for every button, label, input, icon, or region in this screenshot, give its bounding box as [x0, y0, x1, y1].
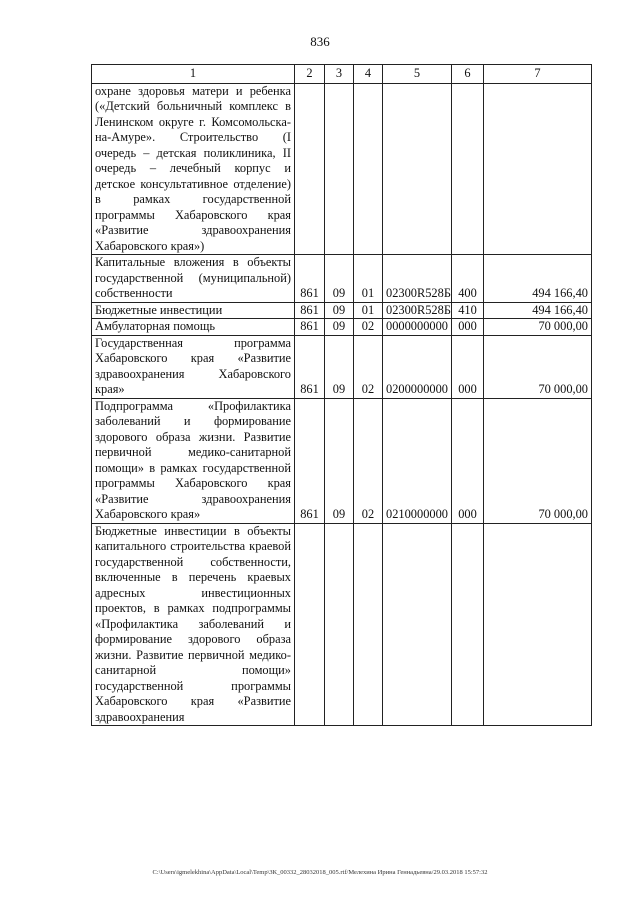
cell-amount: 494 166,40 — [484, 302, 592, 319]
row-name: Государственная программа Хабаровского края «Развитие здравоохранения Хабаровского края» — [92, 335, 295, 398]
cell-target-code: 02300R528Б — [383, 302, 452, 319]
cell-expense-type: 000 — [452, 319, 484, 336]
cell-target-code — [383, 83, 452, 255]
cell-amount — [484, 83, 592, 255]
cell-admin-code: 861 — [295, 335, 325, 398]
table-row — [92, 83, 592, 255]
column-header: 1 — [92, 65, 295, 84]
row-name: охране здоровья матери и ребенка («Детский больничный комплекс в Ленинском округе г. Комсомольска-на-Амуре». Строительство (I очередь – детская поликлиника, II очередь – лечебный корпус и детское консультативное отделение) в рамках государственной программы Хабаровского края «Развитие здравоохранения Хабаровского края») — [92, 83, 295, 255]
column-header: 7 — [484, 65, 592, 84]
cell-amount: 70 000,00 — [484, 319, 592, 336]
cell-section: 09 — [325, 319, 354, 336]
row-name: Бюджетные инвестиции — [92, 302, 295, 319]
cell-expense-type — [452, 523, 484, 726]
column-header: 5 — [383, 65, 452, 84]
cell-subsection: 02 — [354, 319, 383, 336]
budget-table — [91, 64, 592, 726]
cell-expense-type: 410 — [452, 302, 484, 319]
cell-subsection — [354, 83, 383, 255]
cell-admin-code: 861 — [295, 302, 325, 319]
cell-amount: 70 000,00 — [484, 398, 592, 523]
cell-admin-code: 861 — [295, 319, 325, 336]
cell-section: 09 — [325, 255, 354, 303]
table-row — [92, 398, 592, 523]
page-number: 836 — [310, 34, 330, 49]
cell-subsection: 02 — [354, 335, 383, 398]
table-row — [92, 523, 592, 726]
cell-expense-type: 400 — [452, 255, 484, 303]
row-name: Бюджетные инвестиции в объекты капитального строительства краевой государственной собственности, включенные в перечень краевых адресных инвестиционных проектов, в рамках подпрограммы «Профилактика заболеваний и формирование здорового образа жизни. Развитие первичной медико-санитарной помощи» государственной программы Хабаровского края «Развитие здравоохранения — [92, 523, 295, 726]
column-header: 3 — [325, 65, 354, 84]
cell-subsection: 01 — [354, 255, 383, 303]
cell-subsection: 01 — [354, 302, 383, 319]
table-header-row — [92, 65, 592, 84]
cell-admin-code — [295, 523, 325, 726]
cell-target-code: 0000000000 — [383, 319, 452, 336]
row-name: Капитальные вложения в объекты государственной (муниципальной) собственности — [92, 255, 295, 303]
column-header: 4 — [354, 65, 383, 84]
cell-expense-type — [452, 83, 484, 255]
cell-target-code: 0200000000 — [383, 335, 452, 398]
cell-target-code: 02300R528Б — [383, 255, 452, 303]
cell-admin-code: 861 — [295, 398, 325, 523]
table-row — [92, 335, 592, 398]
table-row — [92, 319, 592, 336]
cell-target-code: 0210000000 — [383, 398, 452, 523]
cell-subsection: 02 — [354, 398, 383, 523]
cell-section: 09 — [325, 398, 354, 523]
cell-section: 09 — [325, 302, 354, 319]
cell-section — [325, 523, 354, 726]
column-header: 2 — [295, 65, 325, 84]
cell-amount — [484, 523, 592, 726]
table-row — [92, 302, 592, 319]
row-name: Амбулаторная помощь — [92, 319, 295, 336]
cell-admin-code: 861 — [295, 255, 325, 303]
cell-section — [325, 83, 354, 255]
row-name: Подпрограмма «Профилактика заболеваний и формирование здорового образа жизни. Развитие первичной медико-санитарной помощи» в рамках государственной программы Хабаровского края «Развитие здравоохранения Хабаровского края» — [92, 398, 295, 523]
cell-expense-type: 000 — [452, 398, 484, 523]
cell-target-code — [383, 523, 452, 726]
cell-subsection — [354, 523, 383, 726]
cell-section: 09 — [325, 335, 354, 398]
cell-expense-type: 000 — [452, 335, 484, 398]
cell-amount: 494 166,40 — [484, 255, 592, 303]
cell-admin-code — [295, 83, 325, 255]
file-path-footer: C:\Users\igmelekhina\AppData\Local\Temp\ЗК_00332_28032018_005.rtf/Мелехина Ирина Геннадьевна/29.03.2018 15:57:32 — [152, 869, 488, 876]
table-row — [92, 255, 592, 303]
cell-amount: 70 000,00 — [484, 335, 592, 398]
column-header: 6 — [452, 65, 484, 84]
